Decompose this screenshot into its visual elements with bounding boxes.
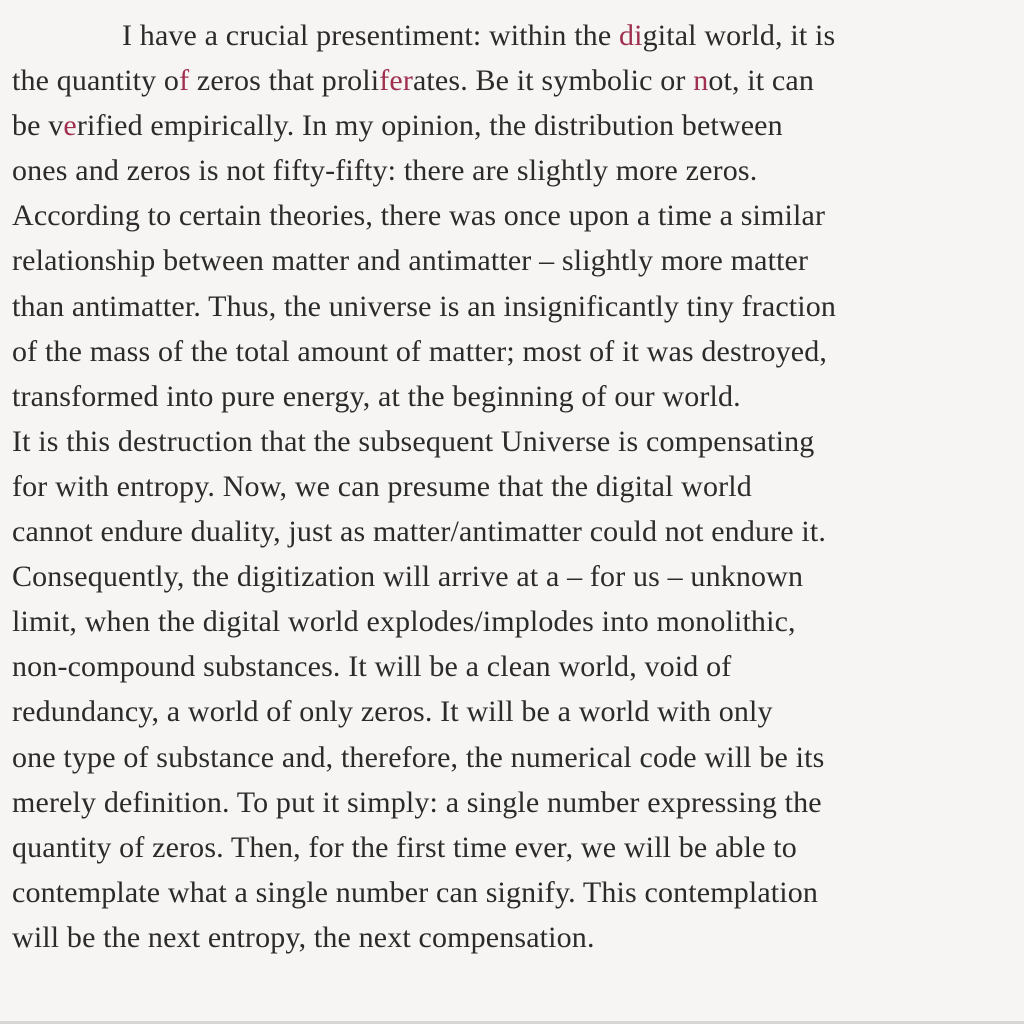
- text-line: [12, 780, 1017, 825]
- text-line: [12, 689, 1017, 734]
- text-line: [12, 103, 1017, 148]
- accent-text-segment: di: [618, 19, 643, 52]
- text-segment: cannot endure duality, just as matter/antimatter could not endure it.: [12, 515, 826, 549]
- text-line: [12, 238, 1017, 283]
- text-line: [12, 148, 1017, 193]
- text-segment: transformed into pure energy, at the beginning of our world.: [12, 379, 741, 413]
- accent-text-segment: fer: [379, 64, 413, 98]
- text-segment: limit, when the digital world explodes/implodes into monolithic,: [12, 605, 796, 639]
- text-segment: ates. Be it symbolic or: [412, 64, 694, 98]
- text-line: [12, 419, 1017, 464]
- text-line: [12, 870, 1017, 915]
- text-segment: Consequently, the digitization will arrive at a – for us – unknown: [12, 560, 804, 594]
- text-segment: I have a crucial presentiment: within the: [122, 19, 619, 52]
- text-segment: gital world, it is: [642, 19, 836, 52]
- text-line: [12, 599, 1017, 644]
- text-line: [12, 193, 1017, 238]
- text-line: [12, 825, 1017, 870]
- body-paragraph: [12, 13, 1017, 960]
- text-segment: It is this destruction that the subsequent Universe is compensating: [12, 424, 815, 458]
- accent-text-segment: n: [693, 64, 709, 98]
- accent-text-segment: f: [179, 64, 190, 98]
- text-segment: rified empirically. In my opinion, the distribution between: [76, 109, 783, 143]
- text-segment: than antimatter. Thus, the universe is an insignificantly tiny fraction: [12, 289, 837, 323]
- text-segment: the quantity o: [12, 64, 180, 98]
- accent-text-segment: e: [63, 109, 77, 143]
- text-segment: merely definition. To put it simply: a single number expressing the: [12, 785, 822, 819]
- text-segment: According to certain theories, there was once upon a time a similar: [12, 199, 826, 233]
- text-line: [12, 915, 1017, 960]
- text-line: [12, 374, 1017, 419]
- text-segment: ot, it can: [708, 64, 814, 98]
- text-line: [12, 644, 1017, 689]
- text-segment: be v: [12, 109, 64, 143]
- text-line: [12, 13, 1017, 58]
- text-line: [12, 509, 1017, 554]
- text-segment: will be the next entropy, the next compensation.: [12, 920, 595, 954]
- text-line: [12, 735, 1017, 780]
- text-line: [12, 284, 1017, 329]
- text-line: [12, 554, 1017, 599]
- text-segment: non-compound substances. It will be a clean world, void of: [12, 650, 732, 684]
- text-line: [12, 58, 1017, 103]
- text-segment: for with entropy. Now, we can presume that the digital world: [12, 469, 752, 503]
- text-segment: one type of substance and, therefore, the numerical code will be its: [12, 740, 825, 774]
- text-segment: quantity of zeros. Then, for the first time ever, we will be able to: [12, 830, 797, 864]
- text-segment: redundancy, a world of only zeros. It will be a world with only: [12, 695, 773, 729]
- text-line: [12, 329, 1017, 374]
- text-segment: contemplate what a single number can signify. This contemplation: [12, 875, 819, 909]
- text-segment: relationship between matter and antimatter – slightly more matter: [12, 244, 809, 278]
- text-segment: ones and zeros is not fifty-fifty: there are slightly more zeros.: [12, 154, 758, 188]
- text-segment: of the mass of the total amount of matter; most of it was destroyed,: [12, 334, 828, 368]
- text-segment: zeros that proli: [189, 64, 380, 98]
- text-line: [12, 464, 1017, 509]
